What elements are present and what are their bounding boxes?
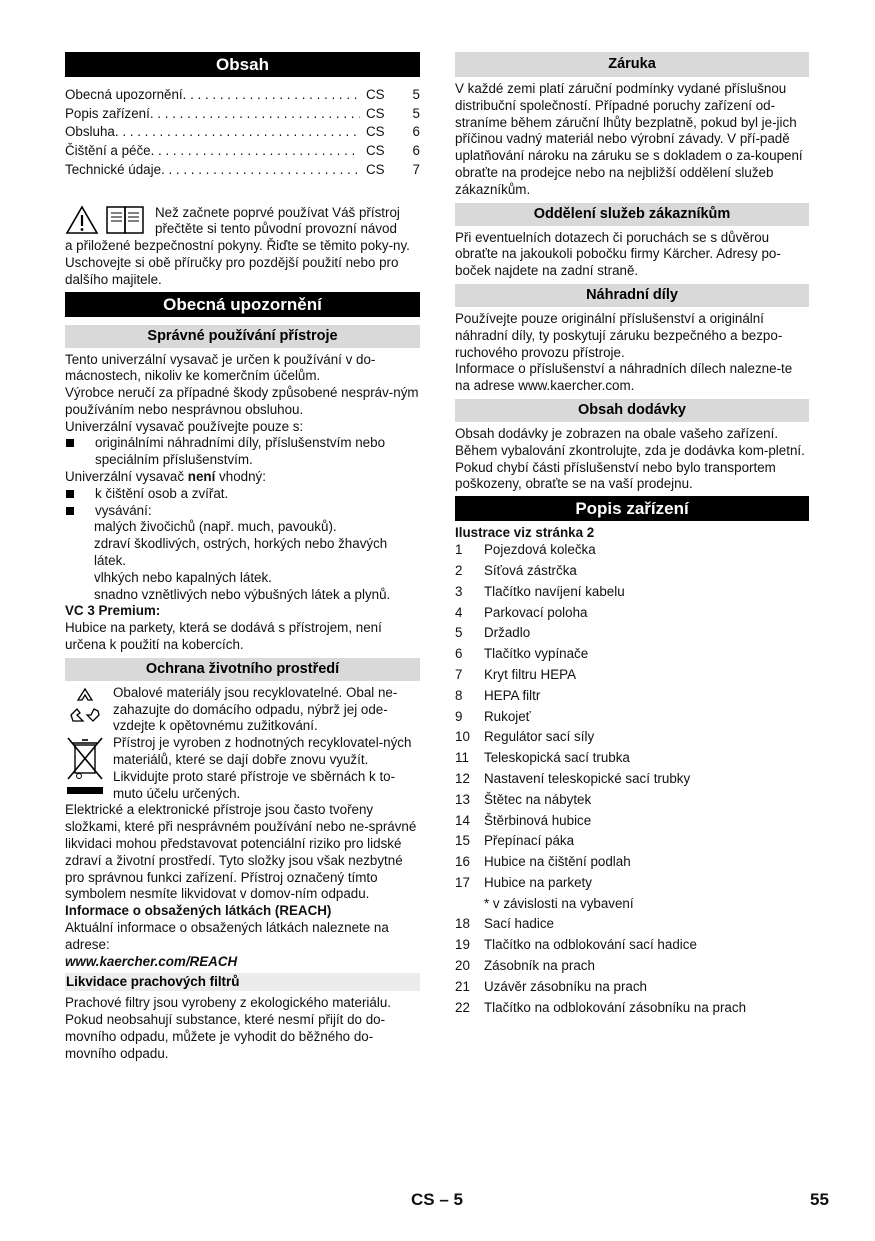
list-item: 7 Kryt filtru HEPA	[455, 666, 577, 682]
toc-entry[interactable]: Technické údaje . . . CS 7	[65, 161, 420, 180]
service-title: Oddělení služeb zákazníkům	[455, 203, 809, 226]
warning-text-second: přečtěte si tento původní provozní návod	[155, 221, 397, 237]
parts-list	[455, 540, 809, 1018]
warranty-title: Záruka	[455, 52, 809, 77]
warning-text-first: Než začnete poprvé používat Váš přístroj	[155, 204, 400, 220]
list-item: 20 Zásobník na prach	[455, 958, 595, 974]
proper-use-p2: Výrobce neručí za případné škody způsobené nespráv-ným používáním nebo nesprávnou obsluhou.	[65, 385, 419, 417]
list-item: 16 Hubice na čištění podlah	[455, 854, 631, 870]
illustration-note: Ilustrace viz stránka 2	[455, 525, 595, 541]
electro-text: Elektrické a elektronické přístroje jsou často tvořeny složkami, které při nesprávném používání nebo ne-správné likvidaci mohou představovat potenciální riziko pro lidské zdraví a životní prostředí. Tyto složky jsou však nezbytné pro správnou funkci zařízení. Přístroj označený tímto symbolem nesmíte likvidovat v domov-ním odpadu.	[65, 802, 417, 902]
recycle-icon	[65, 685, 105, 725]
list-item: 22 Tlačítko na odblokování zásobníku na prach	[455, 999, 747, 1015]
list-item: 15 Přepínací páka	[455, 833, 575, 849]
proper-use-p4: Univerzální vysavač není vhodný:	[65, 469, 266, 485]
list-item: 9 Rukojeť	[455, 708, 531, 724]
toc-entry[interactable]: Čištění a péče . . . CS 6	[65, 142, 420, 161]
description-title: Popis zařízení	[455, 496, 809, 521]
recycle-block	[65, 685, 420, 735]
crossed-bin-icon	[65, 735, 105, 797]
list-item: 1 Pojezdová kolečka	[455, 542, 596, 558]
list-item: 8 HEPA filtr	[455, 687, 541, 703]
filters-text: Prachové filtry jsou vyrobeny z ekologického materiálu. Pokud neobsahují substance, které nesmí přijít do do-movního odpadu, můžete je vyhodit do běžného do-movního odpadu.	[65, 995, 391, 1061]
list-item: 2 Síťová zástrčka	[455, 562, 577, 578]
list-item: 17 Hubice na parkety	[455, 874, 592, 890]
list-item: 6 Tlačítko vypínače	[455, 646, 589, 662]
left-column	[65, 52, 420, 1063]
delivery-text-2: Pokud chybí části příslušenství nebo bylo transportem poškozeny, obraťte se na vaší prodejnu.	[455, 459, 776, 492]
bullet-item: k čištění osob a zvířat.	[65, 486, 420, 503]
parts-text-2: Informace o příslušenství a náhradních dílech nalezne-te na adrese www.kaercher.com.	[455, 361, 793, 394]
warning-block	[65, 205, 420, 289]
proper-use-p3: Univerzální vysavač používejte pouze s:	[65, 418, 304, 434]
bullet-item: originálními náhradními díly, příslušenstvím nebo speciálním příslušenstvím.	[65, 435, 420, 469]
list-item: 3 Tlačítko navíjení kabelu	[455, 583, 625, 599]
premium-title: VC 3 Premium:	[65, 603, 161, 619]
warning-text-rest: a přiložené bezpečnostní pokyny. Řiďte se těmito poky-ny. Uschovejte si obě příručky pro pozdější použití nebo pro dalšího majitele.	[65, 238, 410, 287]
list-item: 10 Regulátor sací síly	[455, 729, 595, 745]
weee-block	[65, 735, 420, 802]
list-item: 13 Štětec na nábytek	[455, 791, 592, 807]
bullet-square-icon	[66, 439, 74, 447]
proper-use-title: Správné používání přístroje	[65, 325, 420, 348]
reach-text: Aktuální informace o obsažených látkách naleznete na adrese:	[65, 920, 389, 952]
list-item: 5 Držadlo	[455, 625, 531, 641]
list-item: 21 Uzávěr zásobníku na prach	[455, 978, 648, 994]
sub-item: snadno vznětlivých nebo výbušných látek a plynů.	[94, 586, 391, 602]
list-item: 14 Štěrbinová hubice	[455, 812, 592, 828]
environment-title: Ochrana životního prostředí	[65, 658, 420, 681]
list-item: 18 Sací hadice	[455, 916, 554, 932]
delivery-title: Obsah dodávky	[455, 399, 809, 422]
parts-text-1: Používejte pouze originální příslušenství a originální náhradní díly, ty poskytují záruku bezpečného a bezpo-ruchového provozu přístroje.	[455, 310, 783, 360]
recycle-text: Obalové materiály jsou recyklovatelné. Obal ne-zahazujte do domácího odpadu, nýbrž jej ode-vzdejte k opětovnému zužitkování.	[113, 684, 398, 734]
sub-item: zdraví škodlivých, ostrých, horkých nebo žhavých látek.	[94, 536, 388, 569]
sub-item: vlhkých nebo kapalných látek.	[94, 569, 272, 585]
footer-section-label: CS – 5	[411, 1190, 463, 1209]
toc-title: Obsah	[65, 52, 420, 77]
service-text: Při eventuelních dotazech či poruchách se s důvěrou obraťte na jakoukoli pobočku firmy Kärcher. Adresy po-boček najdete na zadní straně.	[455, 229, 781, 279]
bullet-square-icon	[66, 490, 74, 498]
parts-title: Náhradní díly	[455, 284, 809, 307]
reach-title: Informace o obsažených látkách (REACH)	[65, 903, 332, 919]
sub-item: malých živočichů (např. much, pavouků).	[94, 519, 337, 535]
reach-link[interactable]: www.kaercher.com/REACH	[65, 953, 238, 969]
general-title: Obecná upozornění	[65, 292, 420, 317]
delivery-text-1: Obsah dodávky je zobrazen na obale vašeho zařízení. Během vybalování zkontrolujte, zda je dodávka kom-pletní.	[455, 425, 805, 458]
warranty-text: V každé zemi platí záruční podmínky vydané příslušnou distribuční společností. Případné poruchy zařízení od-straníme během záruční lhůty bezplatně, pokud byl je-jich příčinou vadný materiál nebo výrobní závady. V pří-padě uplatňování nároku na záruku se s dokladem o za-koupení obraťte na prodejce nebo na nejbližší oddělení služeb zákazníkům.	[455, 81, 803, 197]
list-item: 19 Tlačítko na odblokování sací hadice	[455, 937, 697, 953]
right-column	[455, 52, 809, 1018]
toc-list	[65, 86, 420, 180]
toc-entry[interactable]: Obsluha . . . CS 6	[65, 123, 420, 142]
list-item-note: * v závislosti na vybavení	[484, 895, 634, 911]
list-item: 4 Parkovací poloha	[455, 604, 588, 620]
proper-use-p1: Tento univerzální vysavač je určen k používání v do-mácnostech, nikoliv ke komerčním účelům.	[65, 351, 376, 384]
manual-book-icon	[101, 205, 151, 235]
bullet-item: vysávání:	[65, 503, 420, 520]
bullet-square-icon	[66, 507, 74, 515]
footer-page-number: 55	[810, 1190, 829, 1209]
list-item: 11 Teleskopická sací trubka	[455, 750, 630, 766]
list-item: 12 Nastavení teleskopické sací trubky	[455, 770, 691, 786]
warning-icon	[65, 205, 99, 235]
toc-entry[interactable]: Popis zařízení . . . CS 5	[65, 105, 420, 124]
toc-entry[interactable]: Obecná upozornění . . . CS 5	[65, 86, 420, 105]
weee-text: Přístroj je vyroben z hodnotných recyklovatel-ných materiálů, které se dají dobře znovu využít. Likvidujte proto staré přístroje ve sběrnách k to-muto účelu určených.	[113, 735, 412, 801]
filters-title: Likvidace prachových filtrů	[65, 973, 420, 991]
premium-text: Hubice na parkety, která se dodává s přístrojem, není určena k použití na kobercích.	[65, 620, 382, 653]
